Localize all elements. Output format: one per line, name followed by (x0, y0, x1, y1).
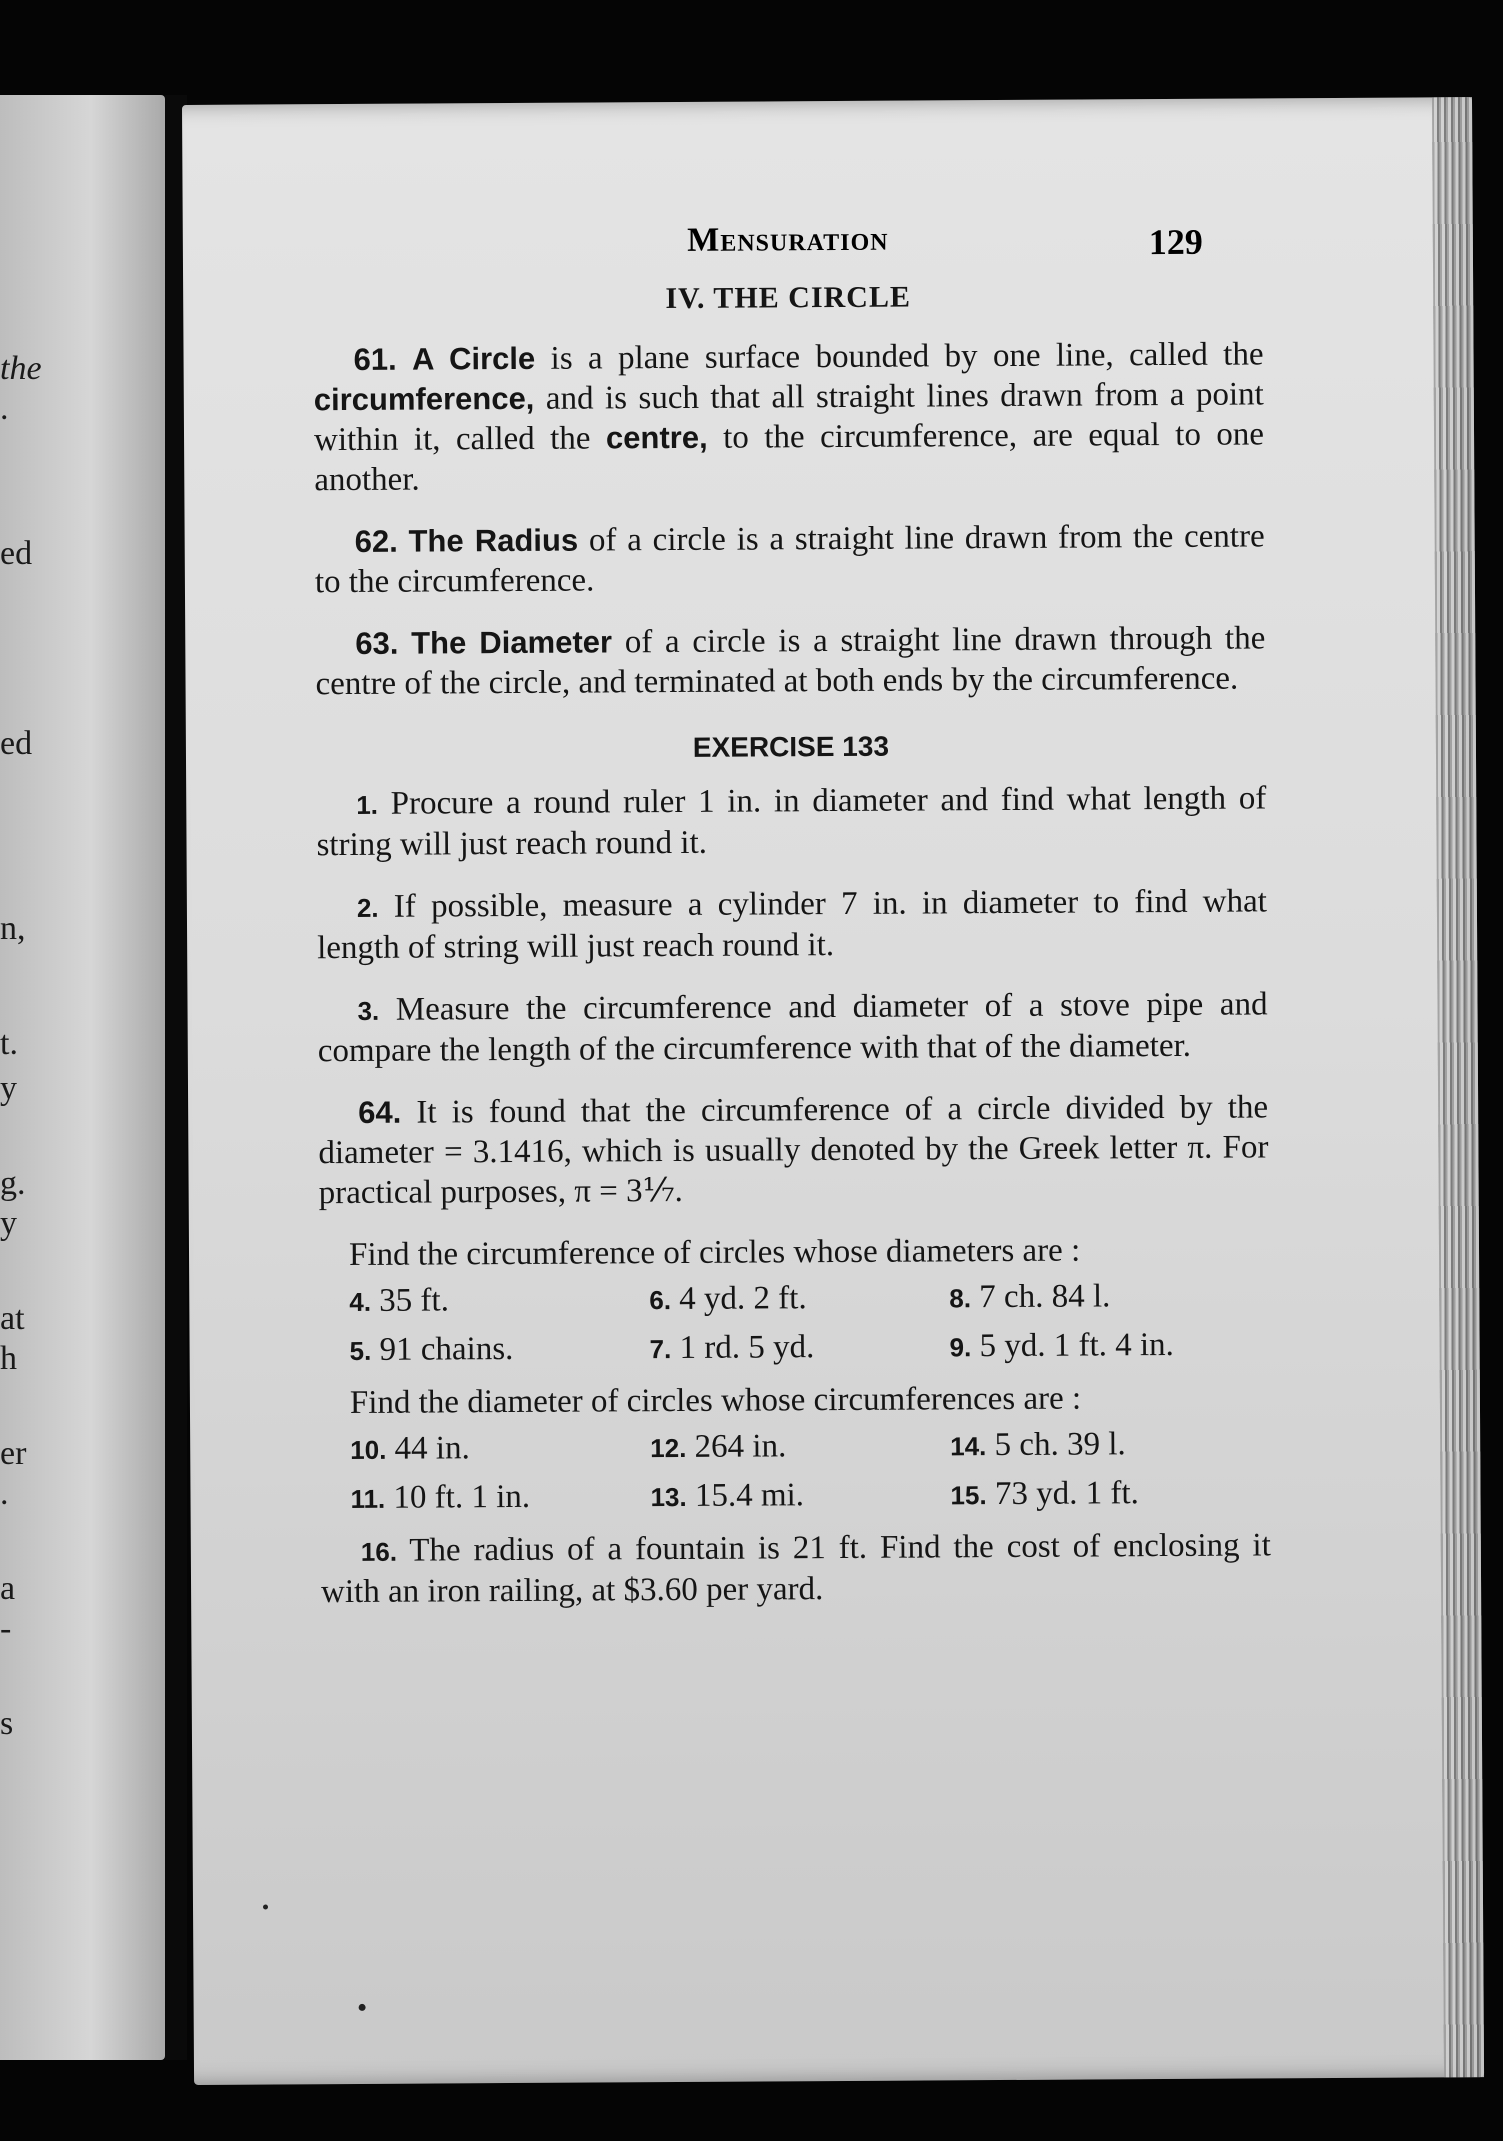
problem-cell: 14. 5 ch. 39 l. (950, 1426, 1126, 1464)
left-page-fragment: y (0, 1205, 17, 1242)
left-page-fragment: n, (0, 910, 26, 947)
left-page-fragment: y (0, 1070, 17, 1107)
circumference-instruction: Find the circumference of circles whose diameters are : (348, 1232, 1081, 1274)
problem-cell: 9. 5 yd. 1 ft. 4 in. (949, 1326, 1174, 1365)
left-page-fragment: g. (0, 1165, 26, 1202)
diameter-problems (350, 1425, 1271, 1517)
left-page-fragment: s (0, 1705, 14, 1742)
article-number: 61. (353, 341, 397, 377)
page-number: 129 (1148, 221, 1203, 263)
left-page-fragment: a (0, 1570, 16, 1607)
circumference-problems (349, 1277, 1270, 1369)
article-number: 63. (355, 625, 399, 661)
problem-16: 16. The radius of a fountain is 21 ft. Find the cost of enclosing it with an iron railing, at $3.60 per yard. (320, 1527, 1271, 1611)
problem-cell: 10. 44 in. (350, 1430, 470, 1467)
speck-mark (263, 1905, 268, 1910)
problem-cell: 11. 10 ft. 1 in. (350, 1478, 531, 1516)
book-page (182, 97, 1484, 2085)
diameter-instruction: Find the diameter of circles whose circumferences are : (349, 1380, 1082, 1421)
article-number: 64. (358, 1094, 402, 1130)
exercise-item: 1. Procure a round ruler 1 in. in diameter and find what length of string will just reach round it. (316, 780, 1267, 864)
left-facing-page (0, 95, 165, 2060)
left-page-fragment: t. (0, 1025, 18, 1062)
definition-62: 62. The Radius of a circle is a straight line drawn from the centre to the circumference. (314, 518, 1265, 601)
term: The Radius (408, 522, 579, 559)
problem-cell: 8. 7 ch. 84 l. (949, 1278, 1111, 1316)
definition-61: 61. A Circle is a plane surface bounded by one line, called the circumference, and is such that all straight lines drawn from a point within it, called the centre, to the circumference, are equal to one another. (313, 336, 1265, 499)
problem-cell: 4. 35 ft. (349, 1282, 450, 1319)
problem-cell: 7. 1 rd. 5 yd. (649, 1329, 815, 1366)
left-page-fragment: at (0, 1300, 25, 1337)
problem-cell: 5. 91 chains. (349, 1330, 514, 1368)
page-edge (1432, 97, 1484, 2077)
running-head: Mensuration (687, 220, 889, 259)
problem-cell: 6. 4 yd. 2 ft. (649, 1280, 807, 1317)
term: centre, (605, 419, 708, 456)
left-page-fragment: ed (0, 535, 33, 572)
article-number: 62. (354, 523, 398, 559)
exercise-item: 2. If possible, measure a cylinder 7 in. in diameter to find what length of string will just reach round it. (317, 883, 1268, 967)
problem-cell: 12. 264 in. (650, 1428, 787, 1465)
left-page-fragment: . (0, 390, 9, 427)
left-page-fragment: er (0, 1435, 27, 1472)
left-page-fragment: ed (0, 725, 33, 762)
section-title: IV. THE CIRCLE (665, 280, 912, 316)
article-64: 64. It is found that the circumference of a circle divided by the diameter = 3.1416, which is usually denoted by the Greek letter π. For practical purposes, π = 3⅐. (318, 1089, 1269, 1212)
speck-mark (359, 2004, 366, 2011)
left-page-fragment: - (0, 1610, 12, 1647)
page-content (313, 278, 1271, 1634)
left-page-fragment: h (0, 1340, 17, 1377)
definition-63: 63. The Diameter of a circle is a straight line drawn through the centre of the circle, and terminated at both ends by the circumference. (315, 620, 1266, 703)
problem-cell: 15. 73 yd. 1 ft. (950, 1475, 1139, 1513)
term: circumference, (313, 380, 535, 418)
exercise-title: EXERCISE 133 (692, 730, 890, 763)
term: The Diameter (411, 624, 613, 661)
left-page-fragment: the (0, 350, 42, 387)
term: A Circle (411, 340, 536, 377)
exercise-item: 3. Measure the circumference and diameter of a stove pipe and compare the length of the circumference with that of the diameter. (317, 986, 1268, 1070)
problem-cell: 13. 15.4 mi. (650, 1477, 805, 1514)
left-page-fragment: . (0, 1475, 9, 1512)
